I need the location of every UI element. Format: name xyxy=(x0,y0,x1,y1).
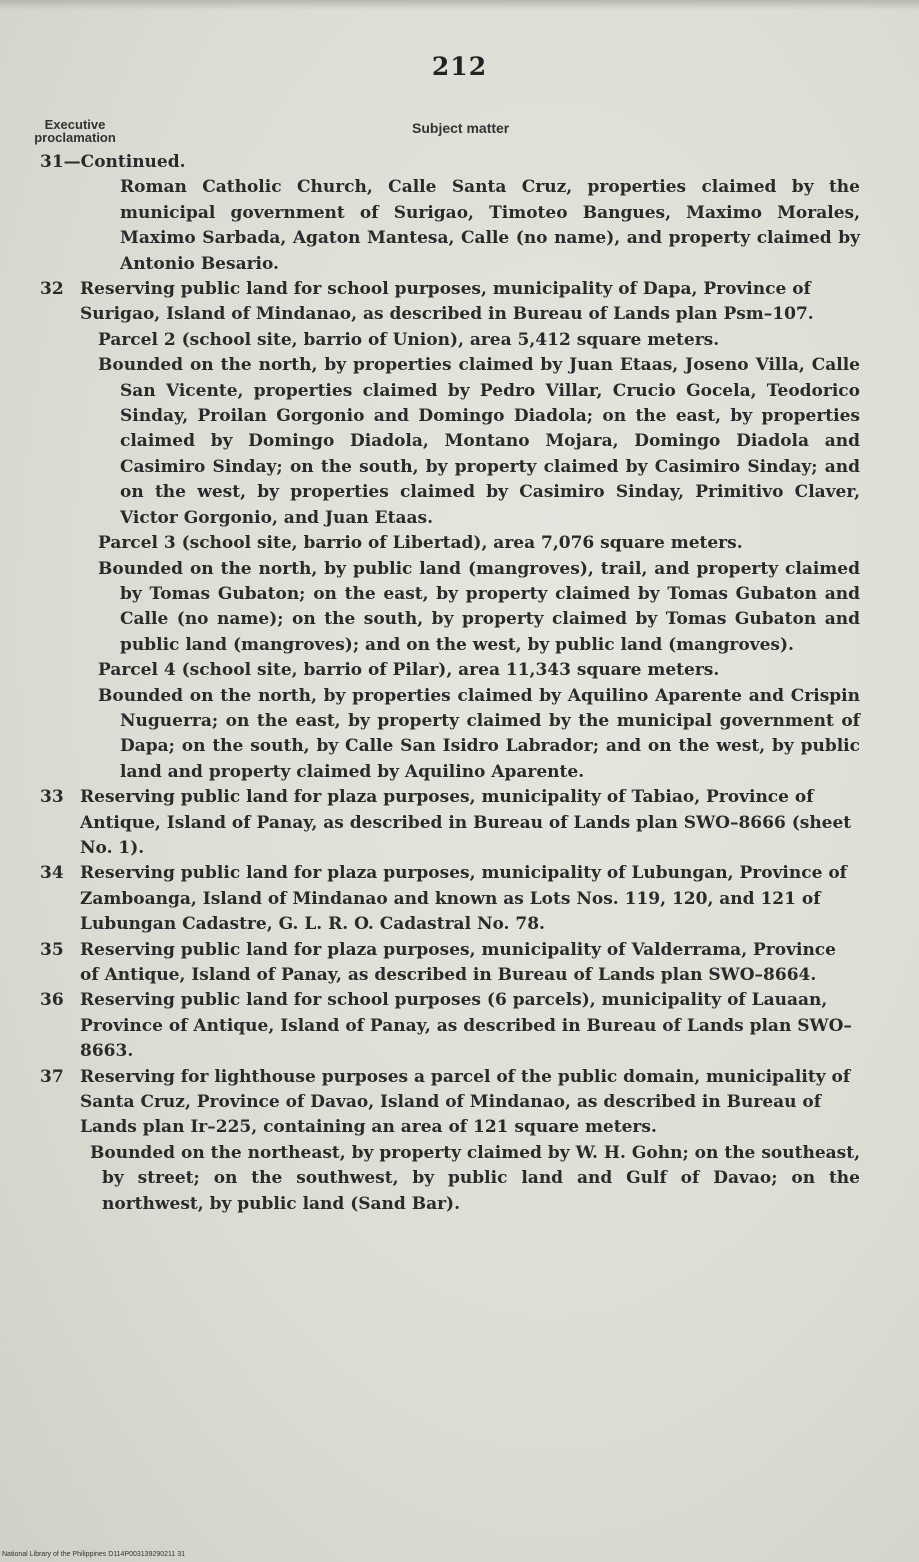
entry-paragraph: Bounded on the northeast, by property claimed by W. H. Gohn; on the southeast, by street; on the southwest, by public land and Gulf of Davao; on the northwest, by public land (Sand Bar). xyxy=(90,1142,860,1214)
entry-paragraph: Bounded on the north, by public land (mangroves), trail, and property claimed by Tomas Gubaton; on the east, by property claimed by Tomas Gubaton and Calle (no name); on the south, by property claimed by Tomas Gubaton and public land (mangroves); and on the west, by public land (mangroves). xyxy=(98,558,860,655)
entry-number: 34 xyxy=(40,863,64,884)
column-heading-subject: Subject matter xyxy=(412,120,510,136)
entry-lead-text: Reserving for lighthouse purposes a parcel of the public domain, municipality of Santa Cruz, Province of Davao, Island of Mindanao, as described in Bureau of Lands plan Ir–225, containing an area of 121 square meters. xyxy=(80,1066,851,1138)
entry-lead-text: Reserving public land for plaza purposes, municipality of Tabiao, Province of Antique, Island of Panay, as described in Bureau of Lands plan SWO–8666 (sheet No. 1). xyxy=(80,787,852,858)
entry-32 xyxy=(40,277,860,785)
entry-lead xyxy=(40,785,860,861)
entry-lead xyxy=(40,1065,860,1141)
entry-continued-label: 31—Continued. xyxy=(40,152,186,172)
entry-paragraph: Bounded on the north, by properties claimed by Aquilino Aparente and Crispin Nuguerra; on the east, by property claimed by the municipal government of Dapa; on the south, by Calle San Isidro Labrador; and on the west, by public land and property claimed by Aquilino Aparente. xyxy=(98,685,860,782)
entry-number: 33 xyxy=(40,787,64,808)
entry-37 xyxy=(40,1065,860,1217)
entry-paragraph: Roman Catholic Church, Calle Santa Cruz, properties claimed by the municipal government of Surigao, Timoteo Bangues, Maximo Morales, Maximo Sarbada, Agaton Mantesa, Calle (no name), and property claimed by Antonio Besario. xyxy=(120,177,860,274)
entry-number: 32 xyxy=(40,279,64,300)
entry-number: 37 xyxy=(40,1066,64,1087)
entry-lead-text: Reserving public land for school purposes, municipality of Dapa, Province of Surigao, Island of Mindanao, as described in Bureau of Lands plan Psm–107. xyxy=(80,279,814,325)
entry-lead xyxy=(40,277,860,328)
page-number: 212 xyxy=(431,52,488,81)
entry-lead xyxy=(40,988,860,1064)
entry-34 xyxy=(40,861,860,937)
entry-lead xyxy=(40,861,860,937)
entry-lead-text: Reserving public land for school purposes (6 parcels), municipality of Lauaan, Province of Antique, Island of Panay, as described in Bureau of Lands plan SWO–8663. xyxy=(80,990,852,1062)
entry-lead-text: Reserving public land for plaza purposes, municipality of Valderrama, Province of Antique, Island of Panay, as described in Bureau of Lands plan SWO–8664. xyxy=(80,939,836,985)
entry-35 xyxy=(40,938,860,989)
entries-list xyxy=(40,150,860,1217)
entry-36 xyxy=(40,988,860,1064)
entry-lead-text: Reserving public land for plaza purposes, municipality of Lubungan, Province of Zamboanga, Island of Mindanao and known as Lots Nos. 119, 120, and 121 of Lubungan Cadastre, G. L. R. O. Cadastral No. 78. xyxy=(80,863,847,935)
column-heading-proclamation: Executive proclamation xyxy=(34,117,116,145)
entry-paragraph: Parcel 4 (school site, barrio of Pilar), area 11,343 square meters. xyxy=(98,660,720,681)
page-edge-shadow xyxy=(0,0,919,10)
entry-33 xyxy=(40,785,860,861)
entry-lead xyxy=(40,938,860,989)
entry-paragraph: Parcel 3 (school site, barrio of Libertad), area 7,076 square meters. xyxy=(98,533,743,554)
entry-paragraph: Parcel 2 (school site, barrio of Union), area 5,412 square meters. xyxy=(98,329,720,350)
entry-number: 35 xyxy=(40,939,64,960)
entry-number: 36 xyxy=(40,990,64,1011)
entry-paragraph: Bounded on the north, by properties claimed by Juan Etaas, Joseno Villa, Calle San Vicente, properties claimed by Pedro Villar, Crucio Gocela, Teodorico Sinday, Proilan Gorgonio and Domingo Diadola; on the east, by properties claimed by Domingo Diadola, Montano Mojara, Domingo Diadola and Casimiro Sinday; on the south, by property claimed by Casimiro Sinday; and on the west, by properties claimed by Casimiro Sinday, Primitivo Claver, Victor Gorgonio, and Juan Etaas. xyxy=(98,355,860,528)
scan-footer: National Library of the Philippines D114P003139290211 31 xyxy=(2,1551,186,1558)
entry-31 xyxy=(40,150,860,277)
